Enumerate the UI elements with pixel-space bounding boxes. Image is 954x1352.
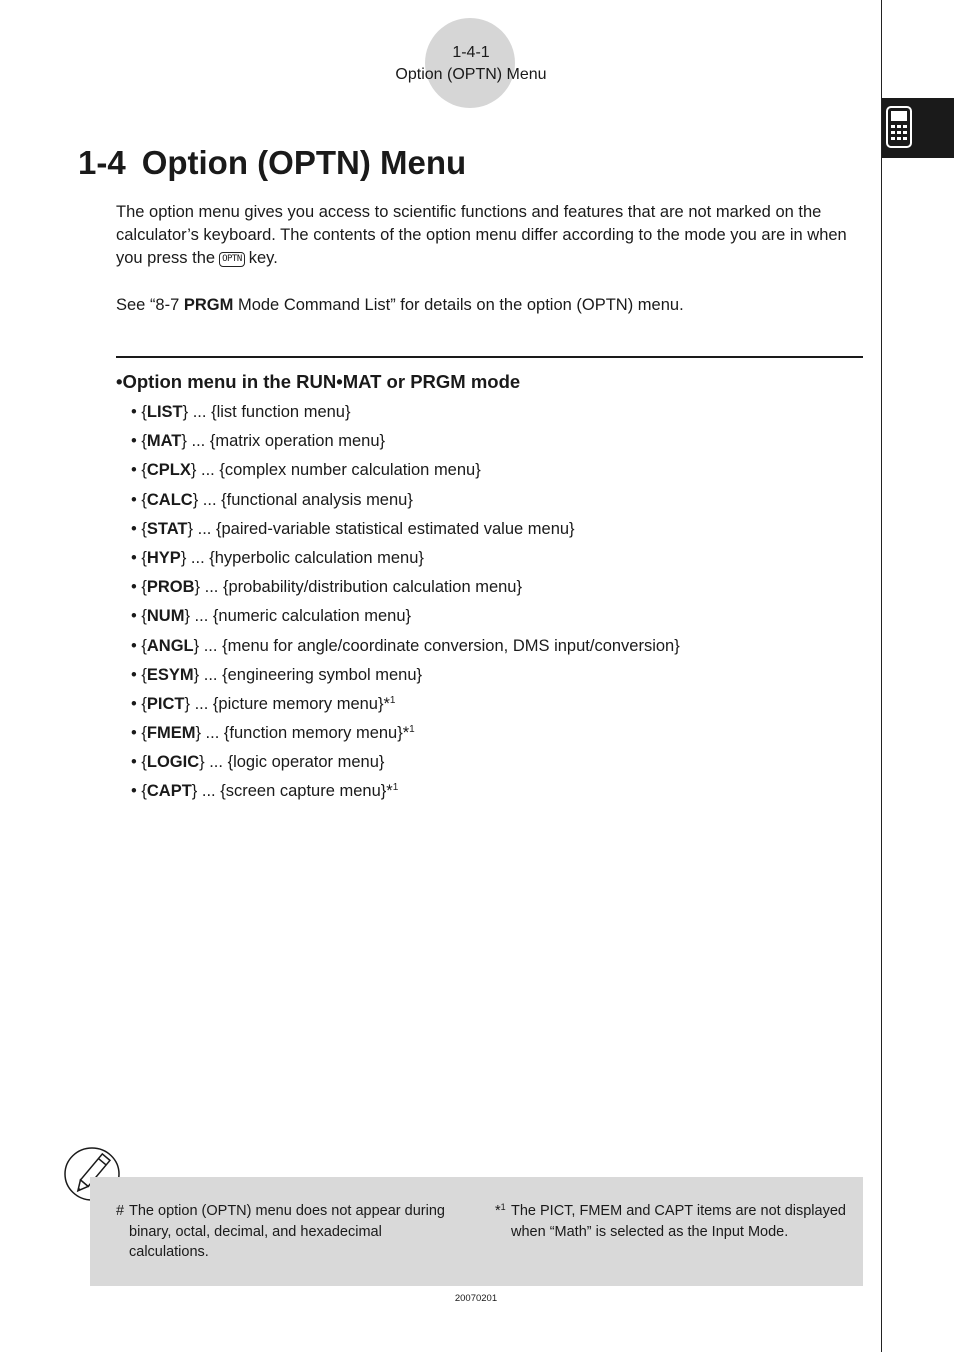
note-binary [116, 1201, 446, 1263]
subsection-heading-text: Option menu in the RUN•MAT or PRGM mode [122, 371, 521, 392]
menu-item-key: CALC [146, 490, 193, 509]
menu-item-logic: • {LOGIC} ... {logic operator menu} [131, 753, 385, 772]
menu-item-cplx: • {CPLX} ... {complex number calculation menu} [131, 461, 481, 480]
intro-paragraph [116, 201, 866, 270]
option-menu-list [131, 399, 680, 808]
footnote-ref: *$^1$ [402, 724, 415, 743]
menu-item-key: PICT [146, 694, 185, 713]
menu-item-desc: {functional analysis menu} [221, 490, 413, 509]
menu-item-prob: • {PROB} ... {probability/distribution calculation menu} [131, 578, 522, 597]
menu-item-pict: • {PICT} ... {picture memory menu}*$^1$ [131, 694, 396, 713]
menu-item-key: LIST [146, 403, 183, 421]
menu-item-list: • {LIST} ... {list function menu} [131, 403, 351, 421]
menu-item-desc: {screen capture menu} [220, 782, 387, 801]
chapter-tab [882, 98, 954, 158]
menu-item-key: FMEM [146, 724, 196, 743]
footnote-ref: *$^1$ [386, 782, 399, 801]
calculator-icon [886, 106, 912, 148]
menu-item-hyp: • {HYP} ... {hyperbolic calculation menu} [131, 548, 424, 567]
page-number: 1-4-1 [452, 44, 490, 61]
menu-item-key: CAPT [146, 782, 192, 801]
footer-code: 20070201 [454, 1293, 498, 1304]
subsection-heading [116, 371, 520, 393]
menu-item-key: NUM [146, 607, 185, 626]
note-footnote-text: The PICT, FMEM and CAPT items are not displayed when “Math” is selected as the Input Mode. [511, 1203, 846, 1240]
menu-item-desc: {numeric calculation menu} [212, 607, 412, 626]
running-title: Option (OPTN) Menu [395, 66, 547, 83]
see-also [116, 296, 684, 315]
menu-item-desc: {hyperbolic calculation menu} [209, 548, 424, 567]
menu-item-desc: {list function menu} [211, 403, 351, 421]
menu-item-key: LOGIC [146, 753, 200, 772]
menu-item-key: MAT [146, 432, 182, 451]
see-also-mode: PRGM [183, 296, 234, 314]
menu-item-desc: {picture memory menu} [212, 694, 384, 713]
section-title-text: Option (OPTN) Menu [141, 144, 467, 181]
page-number-circle [425, 18, 515, 108]
menu-item-angl: • {ANGL} ... {menu for angle/coordinate conversion, DMS input/conversion} [131, 636, 680, 655]
divider-rule [116, 356, 863, 358]
menu-item-desc: {probability/distribution calculation menu} [222, 578, 522, 597]
menu-item-fmem: • {FMEM} ... {function memory menu}*$^1$ [131, 724, 415, 743]
menu-item-num: • {NUM} ... {numeric calculation menu} [131, 607, 412, 626]
see-also-prefix: See “8-7 [116, 296, 184, 314]
intro-key-suffix: key. [248, 249, 278, 267]
menu-item-key: HYP [146, 548, 181, 567]
section-title [78, 144, 466, 182]
see-also-suffix: Mode Command List” for details on the option (OPTN) menu. [233, 296, 684, 314]
menu-item-key: ESYM [146, 665, 194, 684]
menu-item-desc: {paired-variable statistical estimated value menu} [215, 519, 575, 538]
menu-item-desc: {menu for angle/coordinate conversion, DMS input/conversion} [222, 636, 680, 655]
subsection-bullet: • [116, 371, 123, 392]
menu-item-desc: {engineering symbol menu} [222, 665, 423, 684]
note-footnote [495, 1201, 850, 1242]
menu-item-key: PROB [146, 578, 195, 597]
menu-item-desc: {logic operator menu} [227, 753, 385, 772]
section-number: 1-4 [78, 144, 126, 181]
intro-text: The option menu gives you access to scientific functions and features that are not marked on the calculator’s keyboard. The contents of the option menu differ according to the mode you are in when you press the [116, 203, 847, 267]
menu-item-mat: • {MAT} ... {matrix operation menu} [131, 432, 386, 451]
menu-item-desc: {matrix operation menu} [209, 432, 386, 451]
menu-item-key: STAT [146, 519, 188, 538]
note-binary-text: The option (OPTN) menu does not appear during binary, octal, decimal, and hexadecimal calculations. [129, 1203, 445, 1260]
menu-item-esym: • {ESYM} ... {engineering symbol menu} [131, 665, 423, 684]
menu-item-key: CPLX [146, 461, 191, 480]
footnote-mark: *$^1$ [495, 1202, 506, 1219]
menu-item-desc: {function memory menu} [223, 724, 403, 743]
menu-item-desc: {complex number calculation menu} [219, 461, 481, 480]
menu-item-stat: • {STAT} ... {paired-variable statistical estimated value menu} [131, 519, 575, 538]
footnote-ref: *$^1$ [383, 694, 396, 713]
menu-item-calc: • {CALC} ... {functional analysis menu} [131, 490, 413, 509]
note-hash-mark: # [116, 1203, 125, 1219]
optn-key-icon: OPTN [219, 252, 245, 267]
menu-item-capt: • {CAPT} ... {screen capture menu}*$^1$ [131, 782, 399, 801]
page-edge-rule [881, 0, 882, 1352]
menu-item-key: ANGL [146, 636, 194, 655]
